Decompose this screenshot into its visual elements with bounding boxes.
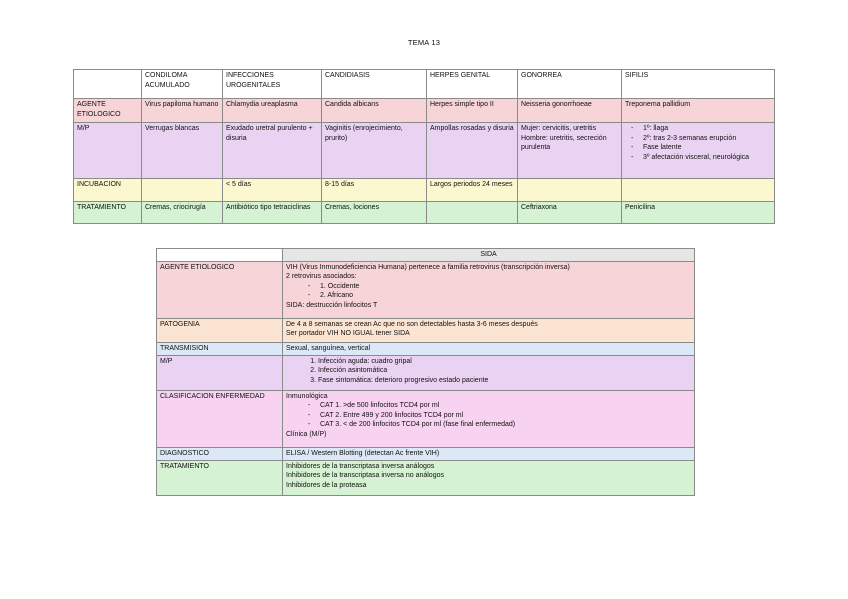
header-cell-empty — [74, 70, 142, 99]
table-cell — [283, 261, 695, 318]
table-cell — [622, 123, 775, 179]
table-cell: Antibiótico tipo tetraciclinas — [223, 202, 322, 224]
header-infecciones: INFECCIONES UROGENITALES — [223, 70, 322, 99]
table-cell: Verrugas blancas — [142, 123, 223, 179]
table-row — [74, 202, 775, 224]
text-line: SIDA: destrucción linfocitos T — [286, 301, 378, 309]
table-cell — [283, 390, 695, 447]
row-label: TRATAMIENTO — [157, 460, 283, 495]
table-cell — [142, 179, 223, 202]
row-label: PATOGENIA — [157, 318, 283, 342]
header-sifilis: SIFILIS — [622, 70, 775, 99]
table-cell: Candida albicans — [322, 99, 427, 123]
table-cell: Mujer: cervicitis, uretritis Hombre: uretritis, secreción purulenta — [518, 123, 622, 179]
list-item: - 1º: llaga — [629, 124, 771, 134]
row-label: M/P — [74, 123, 142, 179]
table-cell: Sexual, sanguínea, vertical — [283, 342, 695, 355]
table-row — [74, 123, 775, 179]
table-cell — [427, 202, 518, 224]
retrovirus-list — [286, 282, 691, 301]
list-item: 3. Fase sintomática: deterioro progresivo estado paciente — [318, 376, 691, 386]
table-cell: Treponema pallidium — [622, 99, 775, 123]
header-condiloma: CONDILOMA ACUMULADO — [142, 70, 223, 99]
text-line: VIH (Virus Inmunodeficiencia Humana) pertenece a familia retrovirus (transcripción inversa) — [286, 263, 570, 271]
list-item: - 2. Africano — [306, 291, 691, 301]
text-line: Inhibidores de la transcriptasa inversa análogos — [286, 462, 435, 470]
table-cell — [283, 355, 695, 390]
row-label: DIAGNOSTICO — [157, 447, 283, 460]
row-label: CLASIFICACION ENFERMEDAD — [157, 390, 283, 447]
table-row — [74, 99, 775, 123]
text-line: 2 retrovirus asociados: — [286, 273, 357, 281]
table-cell: Chlamydia ureaplasma — [223, 99, 322, 123]
header-herpes: HERPES GENITAL — [427, 70, 518, 99]
table-row — [157, 318, 695, 342]
list-item: - 1. Occidente — [306, 282, 691, 292]
list-item: 1. Infección aguda: cuadro gripal — [318, 357, 691, 367]
table-cell: Penicilina — [622, 202, 775, 224]
text-line: De 4 a 8 semanas se crean Ac que no son detectables hasta 3-6 meses después — [286, 320, 538, 328]
text-line: Inhibidores de la proteasa — [286, 481, 367, 489]
table-cell: Cremas, lociones — [322, 202, 427, 224]
list-item: - Fase latente — [629, 143, 771, 153]
list-item: - CAT 3. < de 200 linfocitos TCD4 por ml (fase final enfermedad) — [306, 420, 691, 430]
text-line: Inmunológica — [286, 392, 328, 400]
table-cell: Virus papiloma humano — [142, 99, 223, 123]
table-cell — [283, 318, 695, 342]
table-cell: Ampollas rosadas y disuria — [427, 123, 518, 179]
row-label: AGENTE ETIOLOGICO — [157, 261, 283, 318]
list-item: - 2º: tras 2-3 semanas erupción — [629, 134, 771, 144]
table-cell: Neisseria gonorrhoeae — [518, 99, 622, 123]
table-cell: Exudado uretral purulento + disuria — [223, 123, 322, 179]
sida-header-row — [157, 249, 695, 262]
row-label: TRATAMIENTO — [74, 202, 142, 224]
row-label: AGENTE ETIOLOGICO — [74, 99, 142, 123]
table-cell: Largos periodos 24 meses — [427, 179, 518, 202]
sifilis-stage-list — [625, 124, 771, 162]
sida-header: SIDA — [283, 249, 695, 262]
table-row — [157, 261, 695, 318]
table-cell — [622, 179, 775, 202]
sida-table — [156, 248, 695, 496]
table-row — [157, 447, 695, 460]
table-row — [157, 390, 695, 447]
sti-comparison-table — [73, 69, 775, 224]
table-cell — [283, 460, 695, 495]
list-item: - CAT 2. Entre 499 y 200 linfocitos TCD4 por ml — [306, 411, 691, 421]
page-title: TEMA 13 — [407, 38, 441, 47]
text-line: Inhibidores de la transcriptasa inversa no análogos — [286, 472, 444, 480]
table-row — [74, 179, 775, 202]
table-row — [157, 460, 695, 495]
row-label: TRANSMISION — [157, 342, 283, 355]
row-label: M/P — [157, 355, 283, 390]
text-line: Clínica (M/P) — [286, 430, 327, 438]
table-row — [157, 355, 695, 390]
list-item: 2. Infección asintomática — [318, 366, 691, 376]
table-cell: 8-15 días — [322, 179, 427, 202]
list-item: - CAT 1. >de 500 linfocitos TCD4 por ml — [306, 401, 691, 411]
category-list — [286, 401, 691, 430]
list-item: - 3º afectación visceral, neurológica — [629, 153, 771, 163]
row-label: INCUBACION — [74, 179, 142, 202]
text-line: Ser portador VIH NO IGUAL tener SIDA — [286, 330, 410, 338]
table-cell: Cremas, criocirugía — [142, 202, 223, 224]
table-cell — [518, 179, 622, 202]
header-gonorrea: GONORREA — [518, 70, 622, 99]
table-cell: Vaginitis (enrojecimiento, prurito) — [322, 123, 427, 179]
table-cell: < 5 días — [223, 179, 322, 202]
header-cell-empty — [157, 249, 283, 262]
table-cell: Ceftriaxona — [518, 202, 622, 224]
phase-list — [286, 357, 691, 386]
table-header-row — [74, 70, 775, 99]
table-cell: Herpes simple tipo II — [427, 99, 518, 123]
header-candidiasis: CANDIDIASIS — [322, 70, 427, 99]
table-cell: ELISA / Western Blotting (detectan Ac frente VIH) — [283, 447, 695, 460]
table-row — [157, 342, 695, 355]
